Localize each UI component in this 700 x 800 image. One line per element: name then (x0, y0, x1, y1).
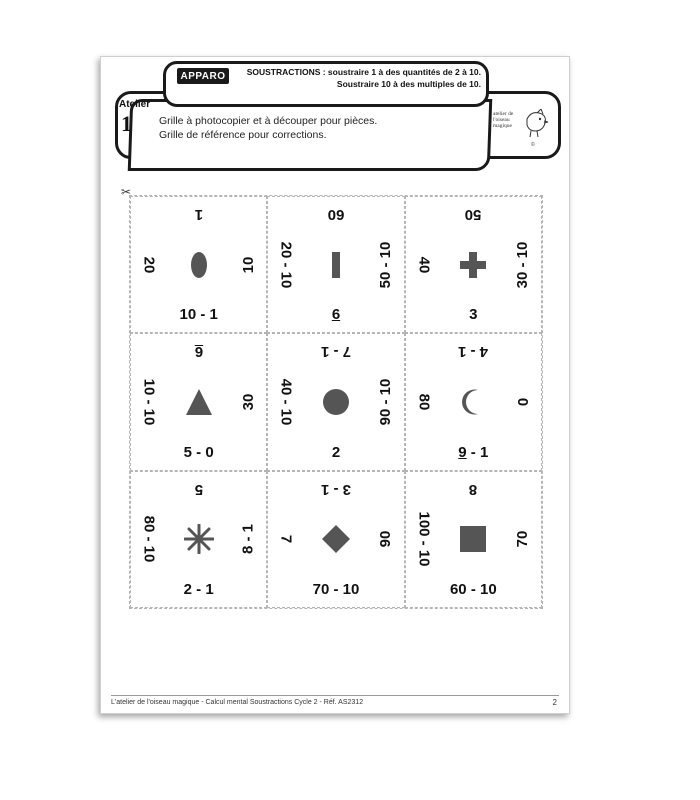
atelier-number: 1 (121, 111, 132, 136)
grid-cell (130, 196, 267, 333)
crescent-icon (458, 387, 488, 417)
grid-cell (405, 196, 542, 333)
cell-label-bottom: 3 (469, 306, 478, 324)
cell-label-top: 7 - 1 (320, 343, 351, 361)
grid-cell (130, 333, 267, 470)
page-number: 2 (552, 698, 557, 707)
cell-label-bottom: 9 - 1 (458, 443, 489, 461)
cell-label-top: 6 (194, 343, 203, 361)
cell-label-left: 40 (415, 256, 433, 273)
grid-cell (130, 471, 267, 608)
footer-text: L'atelier de l'oiseau magique - Calcul mental Soustractions Cycle 2 - Réf. AS2312 (111, 699, 364, 706)
cell-label-left: 7 (277, 535, 295, 544)
diamond-icon (321, 524, 351, 554)
triangle-icon (184, 387, 214, 417)
cell-label-left: 80 (415, 393, 433, 411)
asterisk-icon (184, 524, 214, 554)
cell-label-bottom: 2 (331, 443, 341, 461)
cell-label-right: 50 - 10 (377, 241, 395, 289)
title-line-1: SOUSTRACTIONS : soustraire 1 à des quantités de 2 à 10. (246, 67, 481, 77)
grid-cell (267, 333, 404, 470)
cell-label-bottom: 5 - 0 (183, 443, 214, 461)
cell-label-bottom: 2 - 1 (183, 580, 214, 598)
cell-label-top: 1 (194, 206, 203, 223)
description-line-1: Grille à photocopier et à découper pour pièces. (159, 115, 378, 127)
brand-logo (493, 109, 551, 149)
cell-label-right: 90 - 10 (377, 378, 395, 426)
bird-icon (523, 109, 549, 139)
worksheet-page (100, 56, 570, 714)
grid-cell (405, 471, 542, 608)
footer-divider (111, 695, 559, 696)
cell-label-right: 30 - 10 (514, 241, 532, 289)
cell-label-left: 20 (140, 256, 158, 273)
cell-label-top: 60 (327, 206, 345, 223)
apparo-logo: APPARO (177, 68, 229, 84)
brand-copyright: © (531, 142, 535, 148)
grid-cell (267, 196, 404, 333)
cell-label-top: 50 (464, 206, 482, 223)
cell-label-left: 80 - 10 (140, 515, 158, 563)
cell-label-top: 4 - 1 (458, 343, 489, 361)
title-line-2: Soustraire 10 à des multiples de 10. (336, 79, 481, 89)
description-line-2: Grille de référence pour corrections. (159, 129, 327, 141)
cell-label-top: 3 - 1 (320, 480, 351, 498)
cross-icon (458, 250, 488, 280)
cell-label-left: 100 - 10 (415, 511, 433, 567)
cell-label-top: 5 (194, 480, 203, 498)
bar-icon (321, 250, 351, 280)
cell-label-right: 30 (239, 393, 257, 411)
scissors-icon: ✂ (121, 185, 132, 199)
cell-label-right: 8 - 1 (239, 524, 257, 555)
cell-label-top: 8 (469, 480, 478, 498)
cell-label-bottom: 6 (331, 306, 341, 324)
cell-label-left: 10 - 10 (140, 378, 158, 426)
cell-label-bottom: 60 - 10 (449, 580, 497, 598)
brand-text: atelier de l'oiseau magique (493, 111, 514, 129)
ellipse-icon (184, 250, 214, 280)
cell-label-left: 20 - 10 (277, 241, 295, 289)
grid-cell (267, 471, 404, 608)
cell-label-bottom: 10 - 1 (179, 306, 218, 324)
cell-label-right: 90 (377, 530, 395, 548)
circle-icon (321, 387, 351, 417)
square-icon (458, 524, 488, 554)
cut-out-grid (129, 195, 543, 609)
cell-label-right: 70 (514, 530, 532, 548)
cell-label-right: 0 (514, 397, 532, 407)
atelier-label: Atelier (119, 99, 151, 110)
cell-label-right: 10 (239, 256, 257, 273)
cell-label-left: 40 - 10 (277, 378, 295, 426)
grid-cell (405, 333, 542, 470)
cell-label-bottom: 70 - 10 (312, 580, 360, 598)
